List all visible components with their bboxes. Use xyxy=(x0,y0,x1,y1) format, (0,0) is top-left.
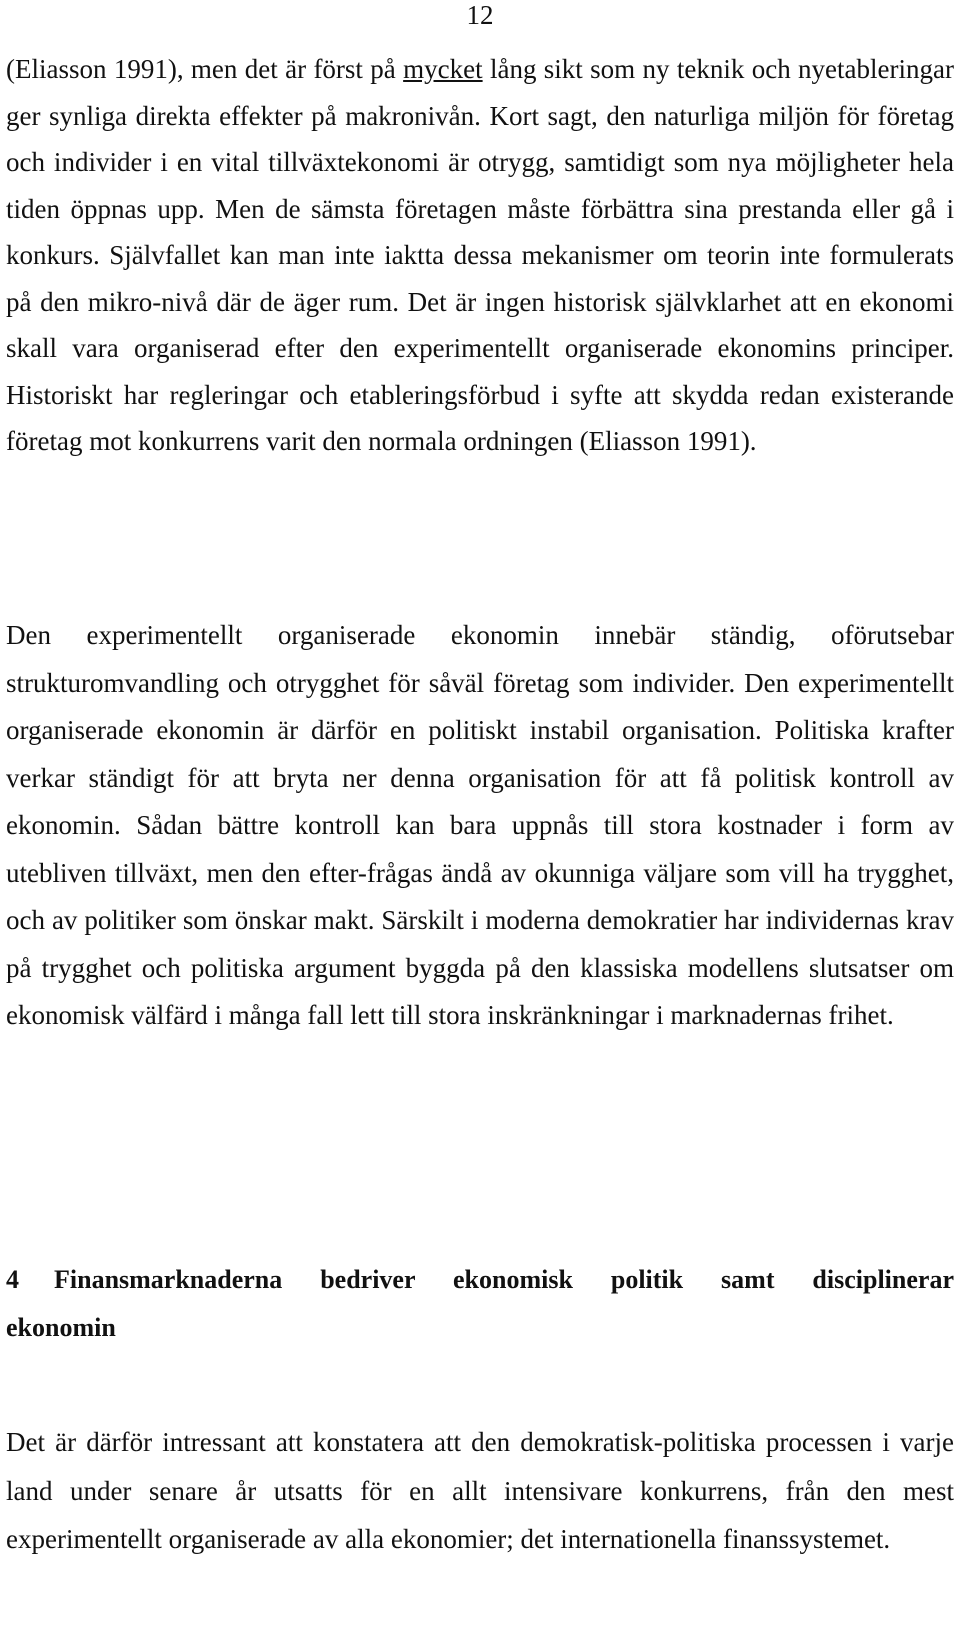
section-title-line-2: ekonomin xyxy=(6,1313,116,1342)
paragraph-1-text-end: lång sikt som ny teknik och nyetableringar ger synliga direkta effekter på makronivån. Kort sagt, den naturliga miljön för företag och individer i en vital tillväxtekonomi är otrygg, samtidigt som nya möjligheter hela tiden öppnas upp. Men de sämsta företagen måste förbättra sina prestanda eller gå i konkurs. Självfallet kan man inte iaktta dessa mekanismer om teorin inte formulerats på den mikro-nivå där de äger rum. Det är ingen historisk självklarhet att en ekonomi skall vara organiserad efter den experimentellt organiserade ekonomins principer. Historiskt har regleringar och etableringsförbud i syfte att skydda redan existerande företag mot konkurrens varit den normala ordningen (Eliasson 1991). xyxy=(6,54,954,456)
section-heading xyxy=(6,1256,954,1352)
underlined-word: mycket xyxy=(403,54,483,84)
paragraph-2: Den experimentellt organiserade ekonomin innebär ständig, oförutsebar strukturomvandling och otrygghet för såväl företag som individer. Den experimentellt organiserade ekonomin är därför en politiskt instabil organisation. Politiska krafter verkar ständigt för att bryta ner denna organisation för att få politisk kontroll av ekonomin. Sådan bättre kontroll kan bara uppnås till stora kostnader i form av utebliven tillväxt, men den efter-frågas ändå av okunniga väljare som vill ha trygghet, och av politiker som önskar makt. Särskilt i moderna demokratier har individernas krav på trygghet och politiska argument byggda på den klassiska modellens slutsatser om ekonomisk välfärd i många fall lett till stora inskränkningar i marknadernas frihet. xyxy=(6,620,954,1030)
section-heading-line-1 xyxy=(6,1256,954,1304)
paragraph-1-text-start: (Eliasson 1991), men det är först på xyxy=(6,54,404,84)
section-title-line-1: Finansmarknaderna bedriver ekonomisk politik samt disciplinerar xyxy=(54,1265,954,1294)
section-number: 4 xyxy=(6,1265,19,1294)
paragraph-1 xyxy=(6,46,954,465)
section-paragraph: Det är därför intressant att konstatera att den demokratisk-politiska processen i varje land under senare år utsatts för en allt intensivare konkurrens, från den mest experimentellt organiserade av alla ekonomier; det internationella finanssystemet. xyxy=(6,1427,954,1554)
page-number: 12 xyxy=(466,0,494,30)
